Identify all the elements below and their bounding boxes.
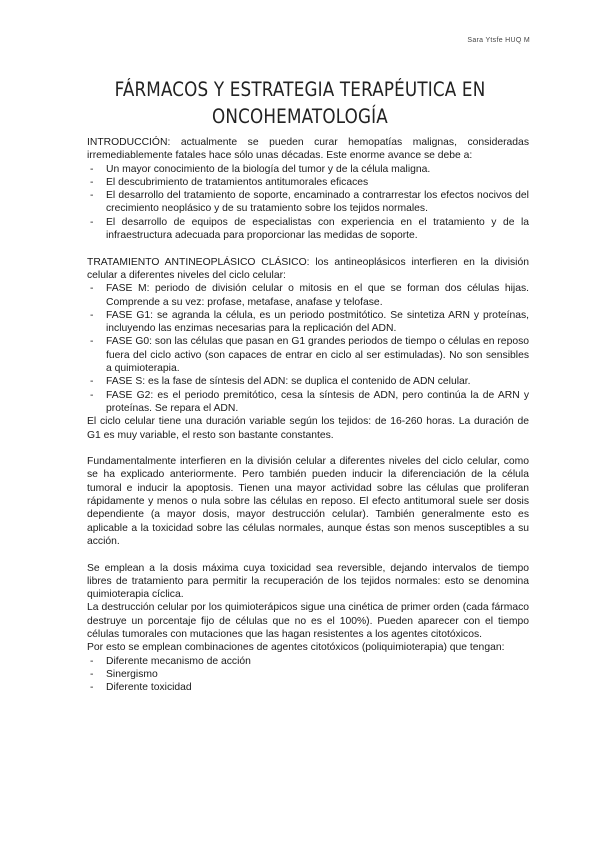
- intro-list: [87, 163, 529, 243]
- list-item: - Sinergismo: [87, 668, 529, 681]
- document-body: [87, 136, 529, 694]
- title-line-2: ONCOHEMATOLOGÍA: [212, 105, 388, 128]
- cell-cycle-duration-paragraph: El ciclo celular tiene una duración variable según los tejidos: de 16-260 horas. La duración de G1 es muy variable, el resto son bastante constantes.: [87, 416, 529, 441]
- list-item: - Diferente mecanismo de acción: [87, 655, 529, 668]
- combination-paragraph: Por esto se emplean combinaciones de agentes citotóxicos (poliquimioterapia) que tengan:: [87, 642, 505, 654]
- author-header: Sara Ytsfe HUQ M: [467, 37, 530, 44]
- list-item: - FASE G0: son las células que pasan en G1 grandes periodos de tiempo o células en reposo fuera del ciclo activo (son capaces de entrar en ciclo al ser estimuladas). No son sensibles a quimioterapia.: [87, 335, 529, 375]
- list-item: - FASE G1: se agranda la célula, es un periodo postmitótico. Se sintetiza ARN y proteínas, incluyendo las enzimas necesarias para la replicación del ADN.: [87, 309, 529, 336]
- list-item: - FASE M: periodo de división celular o mitosis en el que se forman dos células hijas. Comprende a su vez: profase, metafase, anafase y telofase.: [87, 282, 529, 309]
- classic-treatment-paragraph: TRATAMIENTO ANTINEOPLÁSICO CLÁSICO: los antineoplásicos interfieren en la división celular a diferentes niveles del ciclo celular:: [87, 256, 529, 281]
- list-item: - FASE G2: es el periodo premitótico, cesa la síntesis de ADN, pero continúa la de ARN y proteínas. Se repara el ADN.: [87, 389, 529, 416]
- dosage-paragraph: Se emplean a la dosis máxima cuya toxicidad sea reversible, dejando intervalos de tiempo libres de tratamiento para permitir la recuperación de los tejidos normales: esto se denomina quimioterapia cíclica.: [87, 562, 529, 601]
- list-item: - FASE S: es la fase de síntesis del ADN: se duplica el contenido de ADN celular.: [87, 375, 529, 388]
- kinetics-paragraph: La destrucción celular por los quimioterápicos sigue una cinética de primer orden (cada fármaco destruye un porcentaje fijo de células que no es el 100%). Pueden aparecer con el tiempo células tumorales con mutaciones que las hagan resistentes a los agentes citotóxicos.: [87, 602, 529, 640]
- intro-paragraph: INTRODUCCIÓN: actualmente se pueden curar hemopatías malignas, consideradas irremediablemente fatales hace sólo unas décadas. Este enorme avance se debe a:: [87, 137, 529, 162]
- document-title: [111, 76, 489, 130]
- list-item: - El desarrollo de equipos de especialistas con experiencia en el tratamiento y de la infraestructura adecuada para proporcionar las medidas de soporte.: [87, 216, 529, 243]
- list-item: - El desarrollo del tratamiento de soporte, encaminado a contrarrestar los efectos nocivos del crecimiento neoplásico y de su tratamiento sobre los tejidos normales.: [87, 189, 529, 216]
- title-line-1: FÁRMACOS Y ESTRATEGIA TERAPÉUTICA EN: [114, 78, 486, 101]
- cell-cycle-list: [87, 282, 529, 415]
- list-item: - Diferente toxicidad: [87, 681, 529, 694]
- mechanism-paragraph: Fundamentalmente interfieren en la división celular a diferentes niveles del ciclo celular, como se ha explicado anteriormente. Pero también pueden inducir la diferenciación de la célula tumoral e inducir la apoptosis. Tienen una mayor actividad sobre las células que proliferan rápidamente y menos o nula sobre las células en reposo. El efecto antitumoral suele ser dosis dependiente (a mayor dosis, mayor destrucción celular). También generalmente esto es aplicable a la toxicidad sobre las células normales, aunque éstas son menos susceptibles a su acción.: [87, 456, 529, 547]
- combination-list: [87, 655, 529, 695]
- list-item: - El descubrimiento de tratamientos antitumorales eficaces: [87, 176, 529, 189]
- list-item: - Un mayor conocimiento de la biología del tumor y de la célula maligna.: [87, 163, 529, 176]
